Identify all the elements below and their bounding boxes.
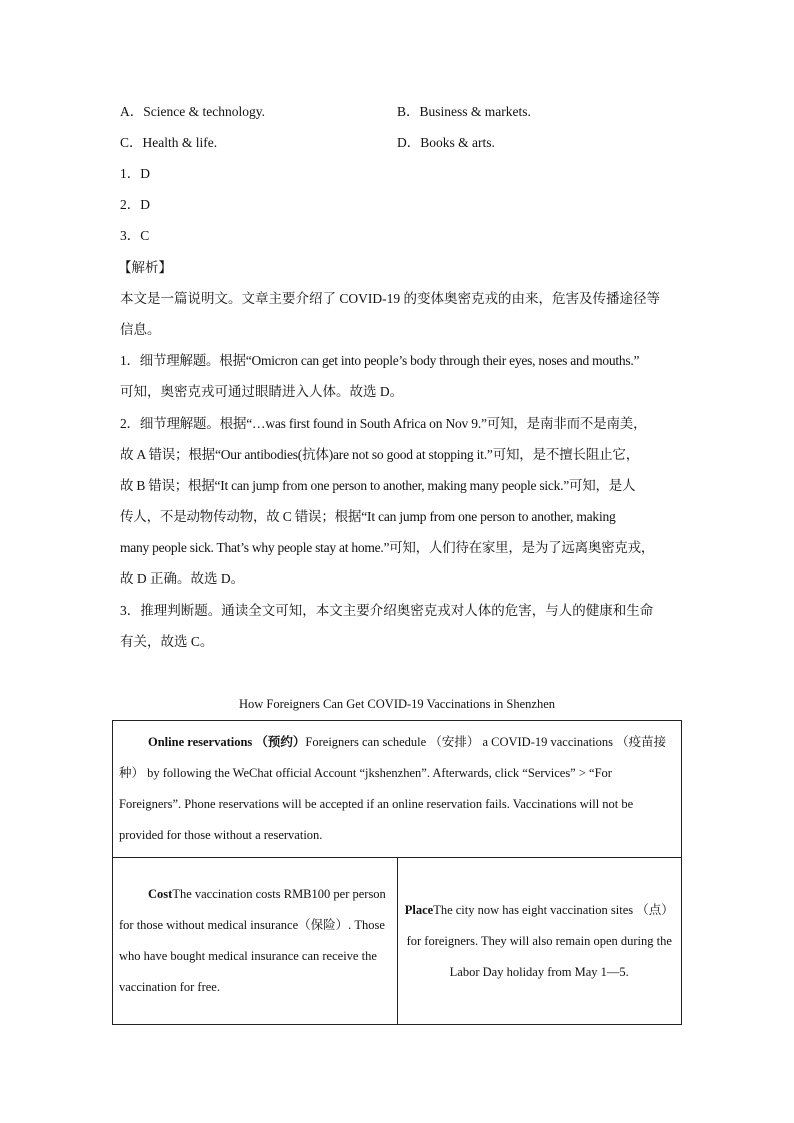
analysis-line: 有关，故选 C。 (120, 634, 214, 649)
place-cell (397, 858, 682, 1025)
analysis-line: 传人，不是动物传动物，故 C 错误；根据“It can jump from one person to another, making (120, 509, 616, 524)
online-reservations-label: Online reservations （预约） (148, 735, 306, 749)
answer-1: 1．D (120, 166, 150, 181)
place-label: Place (404, 902, 434, 917)
option-d: D．Books & arts. (397, 135, 495, 150)
option-b: B．Business & markets. (397, 104, 531, 119)
cost-text: The vaccination costs RMB100 per person for those without medical insurance（保险）. Those who have bought medical insurance can receive the vaccination for free. (119, 887, 386, 994)
analysis-line: 可知，奥密克戎可通过眼睛进入人体。故选 D。 (120, 384, 404, 399)
cost-label: Cost (148, 887, 173, 901)
analysis-line: many people sick. That’s why people stay at home.”可知，人们待在家里，是为了远离奥密克戎， (120, 540, 655, 555)
analysis-line: 本文是一篇说明文。文章主要介绍了 COVID-19 的变体奥密克戎的由来，危害及传播途径等 (120, 291, 660, 306)
analysis-line: 3．推理判断题。通读全文可知，本文主要介绍奥密克戎对人体的危害，与人的健康和生命 (120, 603, 654, 618)
online-reservations-text: Foreigners can schedule （安排） a COVID-19 vaccinations （疫苗接种） by following the WeChat official Account “jkshenzhen”. Afterwards, click “Services” > “For Foreigners”. Phone reservations will be accepted if an online reservation fails. Vaccinations will not be provided for those without a reservation. (119, 735, 667, 842)
option-a: A．Science & technology. (120, 104, 265, 119)
online-reservations-cell (113, 721, 682, 858)
analysis-heading: 【解析】 (118, 260, 172, 275)
table-title: How Foreigners Can Get COVID-19 Vaccinations in Shenzhen (238, 697, 556, 711)
answer-3: 3．C (120, 228, 150, 243)
analysis-line: 1．细节理解题。根据“Omicron can get into people’s body through their eyes, noses and mouths.” (120, 353, 640, 368)
cost-cell (113, 858, 398, 1025)
analysis-line: 信息。 (120, 322, 161, 337)
vaccination-info-table (112, 720, 682, 1025)
analysis-line: 故 D 正确。故选 D。 (120, 571, 245, 586)
analysis-line: 2．细节理解题。根据“…was first found in South Africa on Nov 9.”可知，是南非而不是南美， (120, 416, 647, 431)
option-c: C．Health & life. (120, 135, 218, 150)
analysis-line: 故 A 错误；根据“Our antibodies(抗体)are not so good at stopping it.”可知，是不擅长阻止它， (120, 447, 639, 462)
answer-2: 2．D (120, 197, 150, 212)
place-text: The city now has eight vaccination sites （点） for foreigners. They will also remain open during the Labor Day holiday from May 1—5. (406, 902, 674, 979)
analysis-line: 故 B 错误；根据“It can jump from one person to another, making many people sick.”可知，是人 (120, 478, 636, 493)
